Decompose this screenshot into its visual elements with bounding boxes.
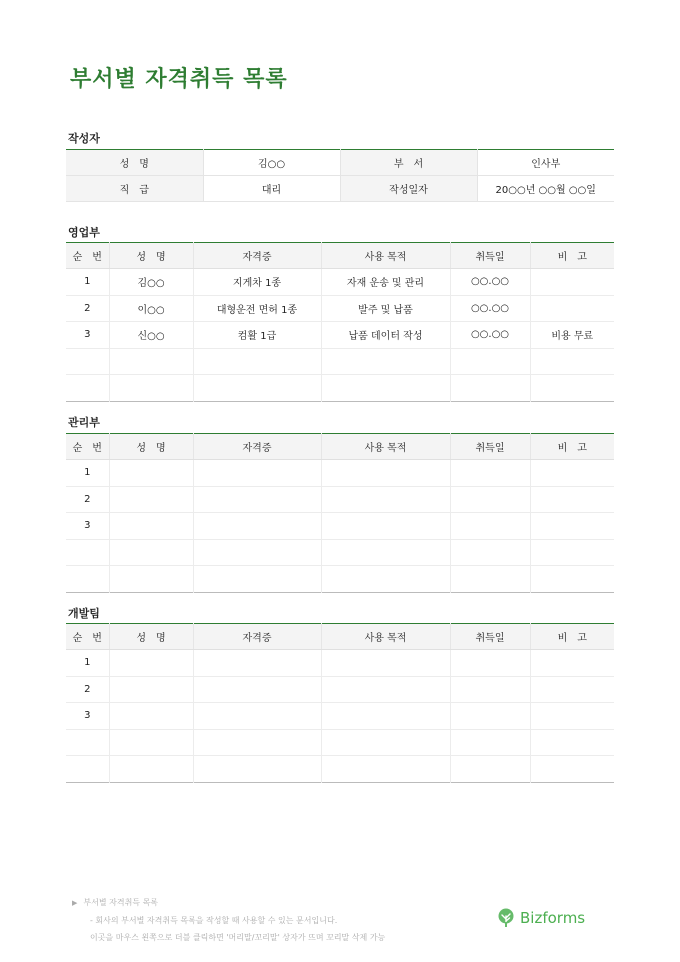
cell-col-cert [193,676,321,703]
cell-col-note [530,729,614,756]
cell-col-purpose [321,703,450,730]
author-section-label: 작성자 [68,132,100,145]
cell-col-seq: 1 [66,269,109,296]
cell-col-name [109,486,193,513]
header-col-note: 비 고 [530,434,614,460]
dept-label: 부 서 [340,150,477,176]
table-row [66,322,614,349]
cell-col-name [109,729,193,756]
cell-col-purpose [321,375,450,402]
cell-col-date [450,348,530,375]
dept-value: 인사부 [477,150,614,176]
cell-col-date: ○○.○○ [450,295,530,322]
cell-col-cert [193,729,321,756]
cell-col-cert [193,348,321,375]
cell-col-cert [193,375,321,402]
cell-col-cert: 대형운전 면허 1종 [193,295,321,322]
cell-col-seq: 1 [66,650,109,677]
cell-col-note [530,566,614,593]
cell-col-purpose [321,676,450,703]
table-row [66,269,614,296]
footer-line-2: - 회사의 부서별 자격취득 목록을 작성할 때 사용할 수 있는 문서입니다. [90,916,338,925]
cell-col-name: 이○○ [109,295,193,322]
cell-col-seq [66,566,109,593]
cell-col-purpose: 발주 및 납품 [321,295,450,322]
table-row [66,486,614,513]
cell-col-purpose [321,539,450,566]
cell-col-seq: 1 [66,460,109,487]
header-col-date: 취득일 [450,624,530,650]
cell-col-date [450,539,530,566]
sales-cert-table [66,242,614,402]
name-label: 성 명 [66,150,203,176]
cell-col-date [450,460,530,487]
cell-col-cert [193,703,321,730]
cell-col-name: 김○○ [109,269,193,296]
cell-col-purpose [321,650,450,677]
bizforms-logo [496,908,585,928]
cell-col-note [530,539,614,566]
cell-col-purpose [321,756,450,783]
cell-col-note [530,295,614,322]
table-row [66,676,614,703]
cell-col-seq: 2 [66,295,109,322]
cell-col-seq: 3 [66,703,109,730]
cell-col-seq: 3 [66,513,109,540]
table-row [66,460,614,487]
cell-col-purpose [321,486,450,513]
tree-logo-icon [496,908,516,928]
cell-col-cert [193,539,321,566]
cell-col-name [109,756,193,783]
cell-col-seq [66,729,109,756]
document-title: 부서별 자격취득 목록 [70,67,288,92]
cell-col-seq [66,756,109,783]
header-col-purpose: 사용 목적 [321,624,450,650]
header-col-seq: 순 번 [66,624,109,650]
cell-col-date [450,756,530,783]
footer-note[interactable] [72,894,385,946]
cell-col-cert: 컴활 1급 [193,322,321,349]
position-value: 대리 [203,176,340,202]
cell-col-note [530,513,614,540]
cell-col-name [109,539,193,566]
cell-col-name [109,375,193,402]
cell-col-note [530,703,614,730]
table-row [66,650,614,677]
author-info-table [66,149,614,202]
cell-col-name [109,703,193,730]
header-col-name: 성 명 [109,624,193,650]
table-row [66,295,614,322]
cell-col-cert [193,486,321,513]
table-row [66,729,614,756]
triangle-bullet-icon: ▶ [72,899,78,907]
cell-col-date [450,729,530,756]
cell-col-note [530,269,614,296]
cell-col-cert [193,566,321,593]
cell-col-date [450,676,530,703]
cell-col-purpose: 자재 운송 및 관리 [321,269,450,296]
header-col-name: 성 명 [109,434,193,460]
header-col-seq: 순 번 [66,434,109,460]
date-value: 20○○년 ○○월 ○○일 [477,176,614,202]
header-col-purpose: 사용 목적 [321,434,450,460]
table-header-row [66,624,614,650]
cell-col-date [450,486,530,513]
cell-col-name [109,676,193,703]
cell-col-seq: 2 [66,486,109,513]
table-row [66,756,614,783]
cell-col-purpose [321,566,450,593]
cell-col-date [450,375,530,402]
header-col-cert: 자격증 [193,434,321,460]
section-label-sales: 영업부 [68,226,100,239]
cell-col-note [530,486,614,513]
cell-col-note [530,650,614,677]
brand-name: Bizforms [520,909,586,927]
table-row [66,539,614,566]
header-col-date: 취득일 [450,434,530,460]
cell-col-seq [66,348,109,375]
section-label-admin: 관리부 [68,416,100,429]
section-label-dev: 개발팀 [68,607,100,620]
cell-col-cert [193,756,321,783]
cell-col-note [530,676,614,703]
cell-col-date: ○○.○○ [450,269,530,296]
header-col-name: 성 명 [109,243,193,269]
table-row [66,348,614,375]
cell-col-date: ○○.○○ [450,322,530,349]
dev-cert-table [66,623,614,783]
cell-col-cert [193,650,321,677]
cell-col-note: 비용 무료 [530,322,614,349]
cell-col-date [450,650,530,677]
cell-col-date [450,566,530,593]
cell-col-seq: 2 [66,676,109,703]
header-col-cert: 자격증 [193,624,321,650]
table-row [66,513,614,540]
cell-col-purpose [321,460,450,487]
header-col-note: 비 고 [530,243,614,269]
header-col-note: 비 고 [530,624,614,650]
cell-col-purpose [321,513,450,540]
cell-col-note [530,375,614,402]
cell-col-cert [193,513,321,540]
cell-col-date [450,513,530,540]
cell-col-purpose: 납품 데이터 작성 [321,322,450,349]
cell-col-cert [193,460,321,487]
cell-col-note [530,460,614,487]
cell-col-purpose [321,348,450,375]
cell-col-note [530,756,614,783]
header-col-seq: 순 번 [66,243,109,269]
date-label: 작성일자 [340,176,477,202]
footer-line-3: 이곳을 마우스 왼쪽으로 더블 클릭하면 '머리말/꼬리말' 상자가 뜨며 꼬리말 삭제 가능 [90,933,386,942]
cell-col-cert: 지게차 1종 [193,269,321,296]
cell-col-name [109,566,193,593]
header-col-date: 취득일 [450,243,530,269]
cell-col-name [109,460,193,487]
table-header-row [66,243,614,269]
cell-col-date [450,703,530,730]
cell-col-seq [66,539,109,566]
name-value: 김○○ [203,150,340,176]
table-row [66,375,614,402]
admin-cert-table [66,433,614,593]
position-label: 직 급 [66,176,203,202]
table-row [66,566,614,593]
table-row [66,703,614,730]
footer-line-1: 부서별 자격취득 목록 [83,898,159,907]
header-col-purpose: 사용 목적 [321,243,450,269]
table-header-row [66,434,614,460]
cell-col-note [530,348,614,375]
cell-col-name: 신○○ [109,322,193,349]
cell-col-name [109,348,193,375]
cell-col-name [109,650,193,677]
cell-col-seq: 3 [66,322,109,349]
header-col-cert: 자격증 [193,243,321,269]
cell-col-seq [66,375,109,402]
cell-col-name [109,513,193,540]
cell-col-purpose [321,729,450,756]
